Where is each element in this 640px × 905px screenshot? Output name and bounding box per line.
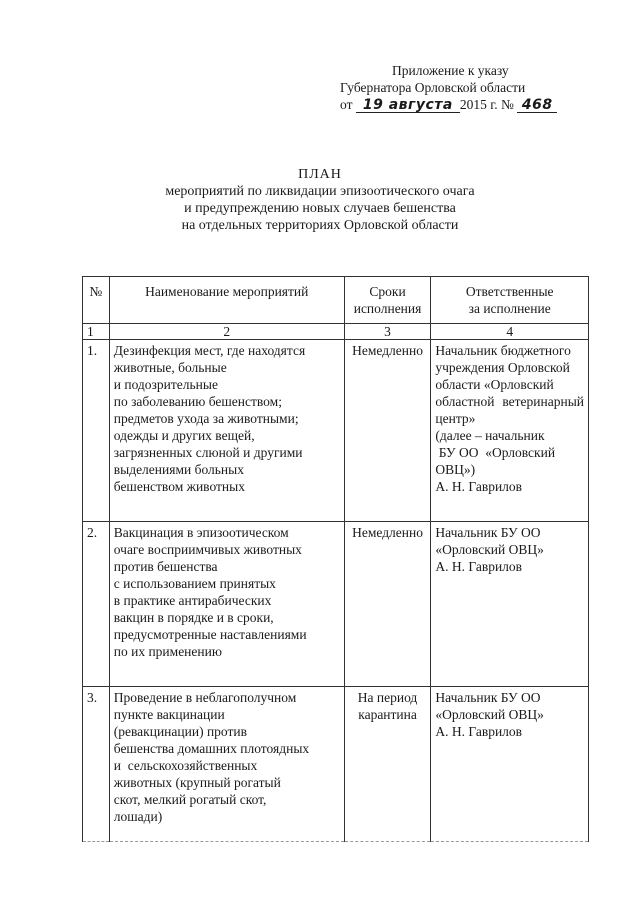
responsible-line: А. Н. Гаврилов [435, 559, 523, 574]
activity-line: Проведение в неблагополучном [113, 690, 297, 705]
responsible-line: учреждения Орловской [435, 360, 570, 375]
row-term: Немедленно [344, 340, 431, 522]
header-term-line-1: Сроки [369, 284, 406, 299]
plan-subtitle-line-1: мероприятий по ликвидации эпизоотического очага [165, 184, 475, 199]
responsible-line: области «Орловский [435, 377, 554, 392]
term-line: На период [357, 690, 418, 705]
responsible-line: «Орловский ОВЦ» [435, 542, 544, 557]
activity-line: очаге восприимчивых животных [113, 542, 302, 557]
activity-line: против бешенства [113, 559, 218, 574]
handwritten-number: 468 [517, 98, 557, 113]
row-number: 2. [83, 522, 110, 687]
responsible-line: Начальник БУ ОО [435, 525, 541, 540]
table-row [83, 522, 589, 687]
activity-line: Вакцинация в эпизоотическом [113, 525, 289, 540]
responsible-line: Начальник бюджетного [435, 343, 571, 358]
plan-heading: ПЛАН [298, 167, 342, 182]
activity-line: по их применению [113, 644, 222, 659]
col-number-3: 3 [344, 324, 431, 340]
activity-line: Дезинфекция мест, где находятся [113, 343, 306, 358]
col-number-1: 1 [83, 324, 110, 340]
activity-line: и подозрительные [113, 377, 218, 392]
row-responsible [431, 687, 589, 842]
activity-line: вакцин в порядке и в сроки, [113, 610, 274, 625]
header-term-line-2: исполнения [353, 301, 422, 316]
term-line: карантина [358, 707, 417, 722]
activity-line: в практике антирабических [113, 593, 272, 608]
table-row [83, 340, 589, 522]
responsible-line: Начальник БУ ОО [435, 690, 541, 705]
col-number-2: 2 [109, 324, 344, 340]
row-number: 1. [83, 340, 110, 522]
responsible-line: А. Н. Гаврилов [435, 724, 523, 739]
header-resp-line-2: за исполнение [468, 301, 551, 316]
responsible-line: А. Н. Гаврилов [435, 479, 523, 494]
responsible-line: «Орловский ОВЦ» [435, 707, 544, 722]
header-resp-line-1: Ответственные [465, 284, 554, 299]
activity-line: и сельскохозяйственных [113, 758, 258, 773]
col-number-4: 4 [431, 324, 589, 340]
activity-line: одежды и других вещей, [113, 428, 255, 443]
activity-line: лошади) [113, 809, 163, 824]
appendix-header [340, 62, 590, 113]
plan-table [82, 276, 589, 842]
row-responsible [431, 522, 589, 687]
activity-line: пункте вакцинации [113, 707, 225, 722]
responsible-line: центр» [435, 411, 476, 426]
activity-line: с использованием принятых [113, 576, 276, 591]
appendix-line-2: Губернатора Орловской области [340, 80, 526, 95]
handwritten-date: 19 августа [356, 98, 460, 113]
column-number-row [83, 324, 589, 340]
table-row [83, 687, 589, 842]
table-header-row [83, 277, 589, 324]
row-activity [109, 687, 344, 842]
responsible-line: БУ ОО «Орловский [435, 445, 556, 460]
responsible-line: ОВЦ») [435, 462, 476, 477]
row-number: 3. [83, 687, 110, 842]
activity-line: бешенства домашних плотоядных [113, 741, 310, 756]
header-term [344, 277, 431, 324]
row-activity [109, 522, 344, 687]
row-term [344, 687, 431, 842]
plan-subtitle-line-3: на отдельных территориях Орловской области [181, 218, 459, 233]
header-num: № [83, 277, 110, 324]
activity-line: животных (крупный рогатый [113, 775, 281, 790]
activity-line: бешенством животных [113, 479, 245, 494]
year-number-label: 2015 г. № [459, 97, 514, 112]
header-name: Наименование мероприятий [109, 277, 344, 324]
date-prefix: от [340, 97, 353, 112]
appendix-date-line [340, 96, 590, 113]
plan-title [0, 166, 640, 234]
header-responsible [431, 277, 589, 324]
plan-subtitle-line-2: и предупреждению новых случаев бешенства [184, 201, 456, 216]
row-responsible [431, 340, 589, 522]
activity-line: (ревакцинации) против [113, 724, 247, 739]
activity-line: предметов ухода за животными; [113, 411, 299, 426]
row-activity [109, 340, 344, 522]
responsible-line: областной ветеринарный [435, 394, 584, 409]
appendix-line-1: Приложение к указу [392, 63, 509, 78]
activity-line: загрязненных слюной и другими [113, 445, 303, 460]
activity-line: по заболеванию бешенством; [113, 394, 282, 409]
row-term: Немедленно [344, 522, 431, 687]
activity-line: животные, больные [113, 360, 227, 375]
activity-line: предусмотренные наставлениями [113, 627, 307, 642]
activity-line: скот, мелкий рогатый скот, [113, 792, 267, 807]
activity-line: выделениями больных [113, 462, 244, 477]
responsible-line: (далее – начальник [435, 428, 545, 443]
